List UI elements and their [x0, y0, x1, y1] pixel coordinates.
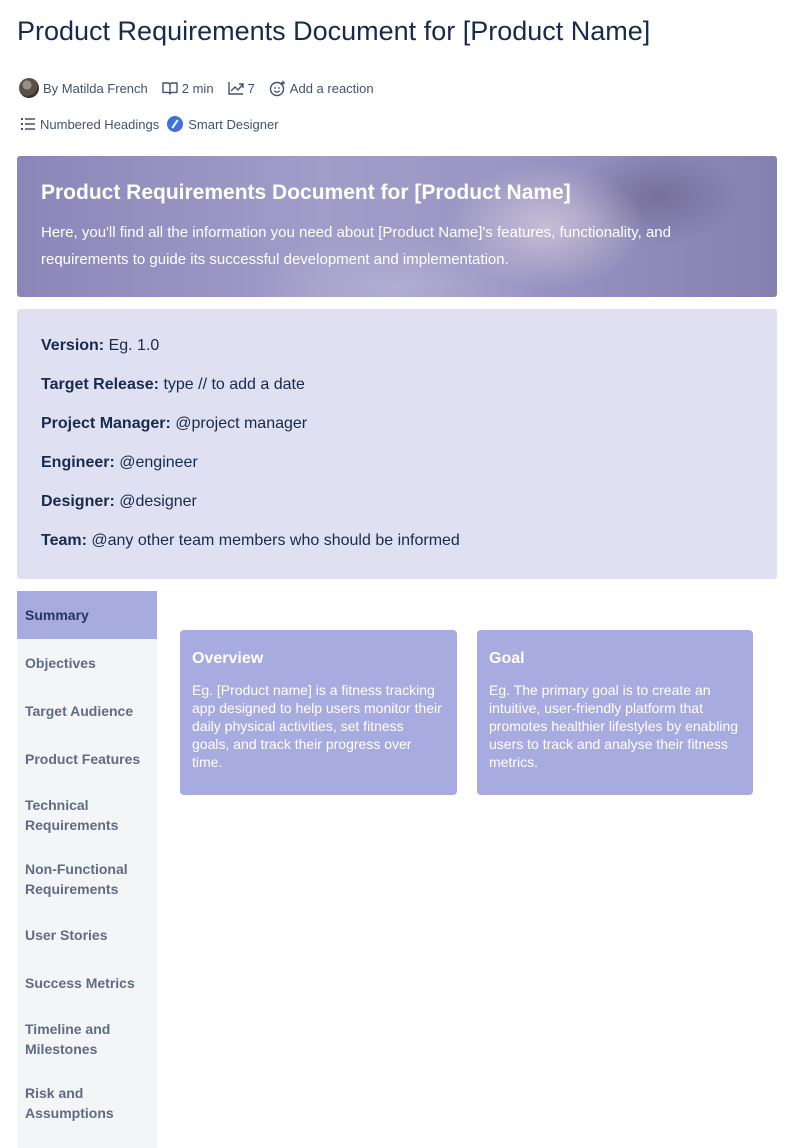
info-designer [41, 493, 197, 511]
designer-label: Designer: [41, 493, 115, 510]
overview-text: Eg. [Product name] is a fitness tracking app designed to help users monitor their daily physical activities, set fitness goals, and track their progress over time. [192, 682, 442, 770]
author-name[interactable]: By Matilda French [43, 80, 148, 96]
numbered-headings-label[interactable]: Numbered Headings [40, 116, 160, 132]
tab-product-features[interactable]: Product Features [25, 751, 141, 767]
byline [19, 78, 388, 98]
read-time [162, 81, 214, 96]
avatar[interactable] [19, 78, 39, 98]
hero-title: Product Requirements Document for [Product Name] [41, 181, 571, 204]
numbered-headings-button[interactable] [20, 117, 159, 132]
numbered-list-icon [20, 117, 36, 131]
emoji-add-icon [269, 80, 286, 97]
smart-designer-icon [167, 116, 183, 132]
hero-description: Here, you'll find all the information you need about [Product Name]'s features, functionality, and requirements to guide its successful development and implementation. [41, 224, 671, 268]
views-count[interactable]: 7 [247, 80, 255, 96]
section-tabs [17, 591, 157, 1148]
add-reaction-button[interactable] [269, 80, 374, 97]
tab-user-stories[interactable]: User Stories [25, 927, 108, 943]
add-reaction-label[interactable]: Add a reaction [289, 80, 374, 96]
views[interactable] [228, 81, 255, 96]
read-time-value: 2 min [181, 80, 214, 96]
goal-title: Goal [489, 650, 525, 667]
info-project-manager [41, 415, 307, 433]
tab-success-metrics[interactable]: Success Metrics [25, 975, 135, 991]
tab-technical-requirements[interactable]: Technical Requirements [25, 797, 119, 833]
goal-text: Eg. The primary goal is to create an intuitive, user-friendly platform that promotes healthier lifestyles by enabling users to track and analyse their fitness metrics. [489, 682, 739, 770]
version-label: Version: [41, 337, 105, 354]
goal-card [477, 630, 753, 795]
team-label: Team: [41, 532, 87, 549]
page-title: Product Requirements Document for [Product Name] [17, 16, 651, 46]
tab-non-functional-requirements[interactable]: Non-Functional Requirements [25, 861, 128, 897]
info-team [41, 532, 460, 550]
overview-card [180, 630, 457, 795]
overview-title: Overview [192, 650, 264, 667]
tab-risk-assumptions[interactable]: Risk and Assumptions [25, 1085, 114, 1121]
info-engineer [41, 454, 198, 472]
team-mention[interactable]: @any other team members who should be informed [91, 532, 460, 549]
trend-icon [228, 81, 244, 95]
hero-banner [17, 156, 777, 297]
tab-objectives[interactable]: Objectives [25, 655, 96, 671]
smart-designer-label[interactable]: Smart Designer [188, 116, 279, 132]
designer-mention[interactable]: @designer [119, 493, 197, 510]
engineer-label: Engineer: [41, 454, 115, 471]
project-manager-label: Project Manager: [41, 415, 171, 432]
book-icon [162, 81, 178, 95]
project-manager-mention[interactable]: @project manager [175, 415, 308, 432]
document-info-panel [17, 309, 777, 579]
version-value[interactable]: Eg. 1.0 [108, 337, 160, 354]
page-tools [20, 114, 287, 134]
smart-designer-button[interactable] [167, 116, 278, 132]
info-version [41, 337, 159, 355]
tab-summary[interactable]: Summary [17, 591, 157, 639]
tab-target-audience[interactable]: Target Audience [25, 703, 134, 719]
tab-timeline-milestones[interactable]: Timeline and Milestones [25, 1021, 111, 1057]
engineer-mention[interactable]: @engineer [119, 454, 198, 471]
target-release-label: Target Release: [41, 376, 159, 393]
info-target-release [41, 376, 305, 394]
target-release-value[interactable]: type // to add a date [163, 376, 305, 393]
author[interactable] [19, 78, 148, 98]
